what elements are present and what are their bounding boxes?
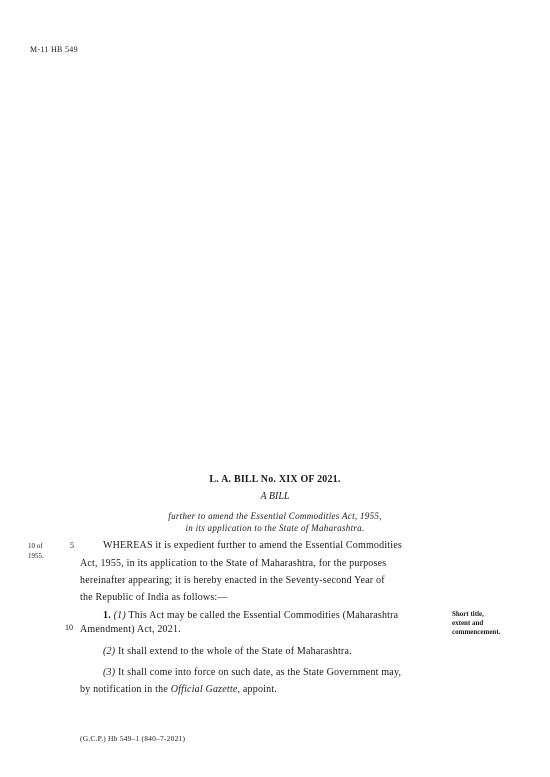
line-number-5: 5 [70, 541, 74, 550]
subsection-3-line-2 [80, 684, 277, 695]
line-number-10: 10 [65, 623, 73, 632]
section-number: 1. [103, 610, 111, 621]
subsection-2-marker: (2) [103, 646, 116, 657]
subsection-3-text-pre: by notification in the [80, 684, 168, 695]
document-code: M-11 HB 549 [30, 45, 78, 54]
preamble-line-1: WHEREAS it is expedient further to amend the Essential Commodities [103, 540, 402, 551]
bill-title: L. A. BILL No. XIX OF 2021. [209, 474, 341, 485]
preamble-line-2: Act, 1955, in its application to the State of Maharashtra, for the purposes [80, 558, 387, 569]
subsection-1-marker: (1) [113, 610, 126, 621]
printer-footer: (G.C.P.) Hb 549–1 (840–7-2021) [80, 734, 186, 743]
act-reference-line-1: 10 of [28, 542, 43, 550]
official-gazette-text: Official Gazette, [170, 684, 241, 695]
marginal-note-line-3: commencement. [452, 628, 501, 636]
subsection-1-text: This Act may be called the Essential Commodities (Maharashtra [128, 610, 399, 621]
act-reference-note [28, 541, 44, 561]
subsection-3-marker: (3) [103, 667, 116, 678]
marginal-note-line-1: Short title, [452, 610, 484, 618]
section-1-line-1 [103, 610, 398, 621]
subsection-3-line-1 [103, 667, 401, 678]
bill-subtitle: A BILL [260, 491, 290, 502]
subsection-2 [103, 646, 352, 657]
purpose-line-1: further to amend the Essential Commodities Act, 1955, [168, 511, 382, 521]
section-1-line-2: Amendment) Act, 2021. [80, 624, 181, 635]
act-reference-line-2: 1955. [28, 552, 44, 560]
preamble-line-4: the Republic of India as follows:— [80, 592, 228, 603]
preamble-line-3: hereinafter appearing; it is hereby enacted in the Seventy-second Year of [80, 575, 385, 586]
purpose-line-2: in its application to the State of Maharashtra. [185, 523, 365, 533]
marginal-note-line-2: extent and [452, 619, 484, 627]
subsection-3-text: It shall come into force on such date, as the State Government may, [117, 667, 402, 678]
bill-purpose [0, 510, 550, 534]
subsection-2-text: It shall extend to the whole of the State of Maharashtra. [117, 646, 352, 657]
marginal-note [452, 610, 500, 637]
subsection-3-text-post: appoint. [242, 684, 278, 695]
